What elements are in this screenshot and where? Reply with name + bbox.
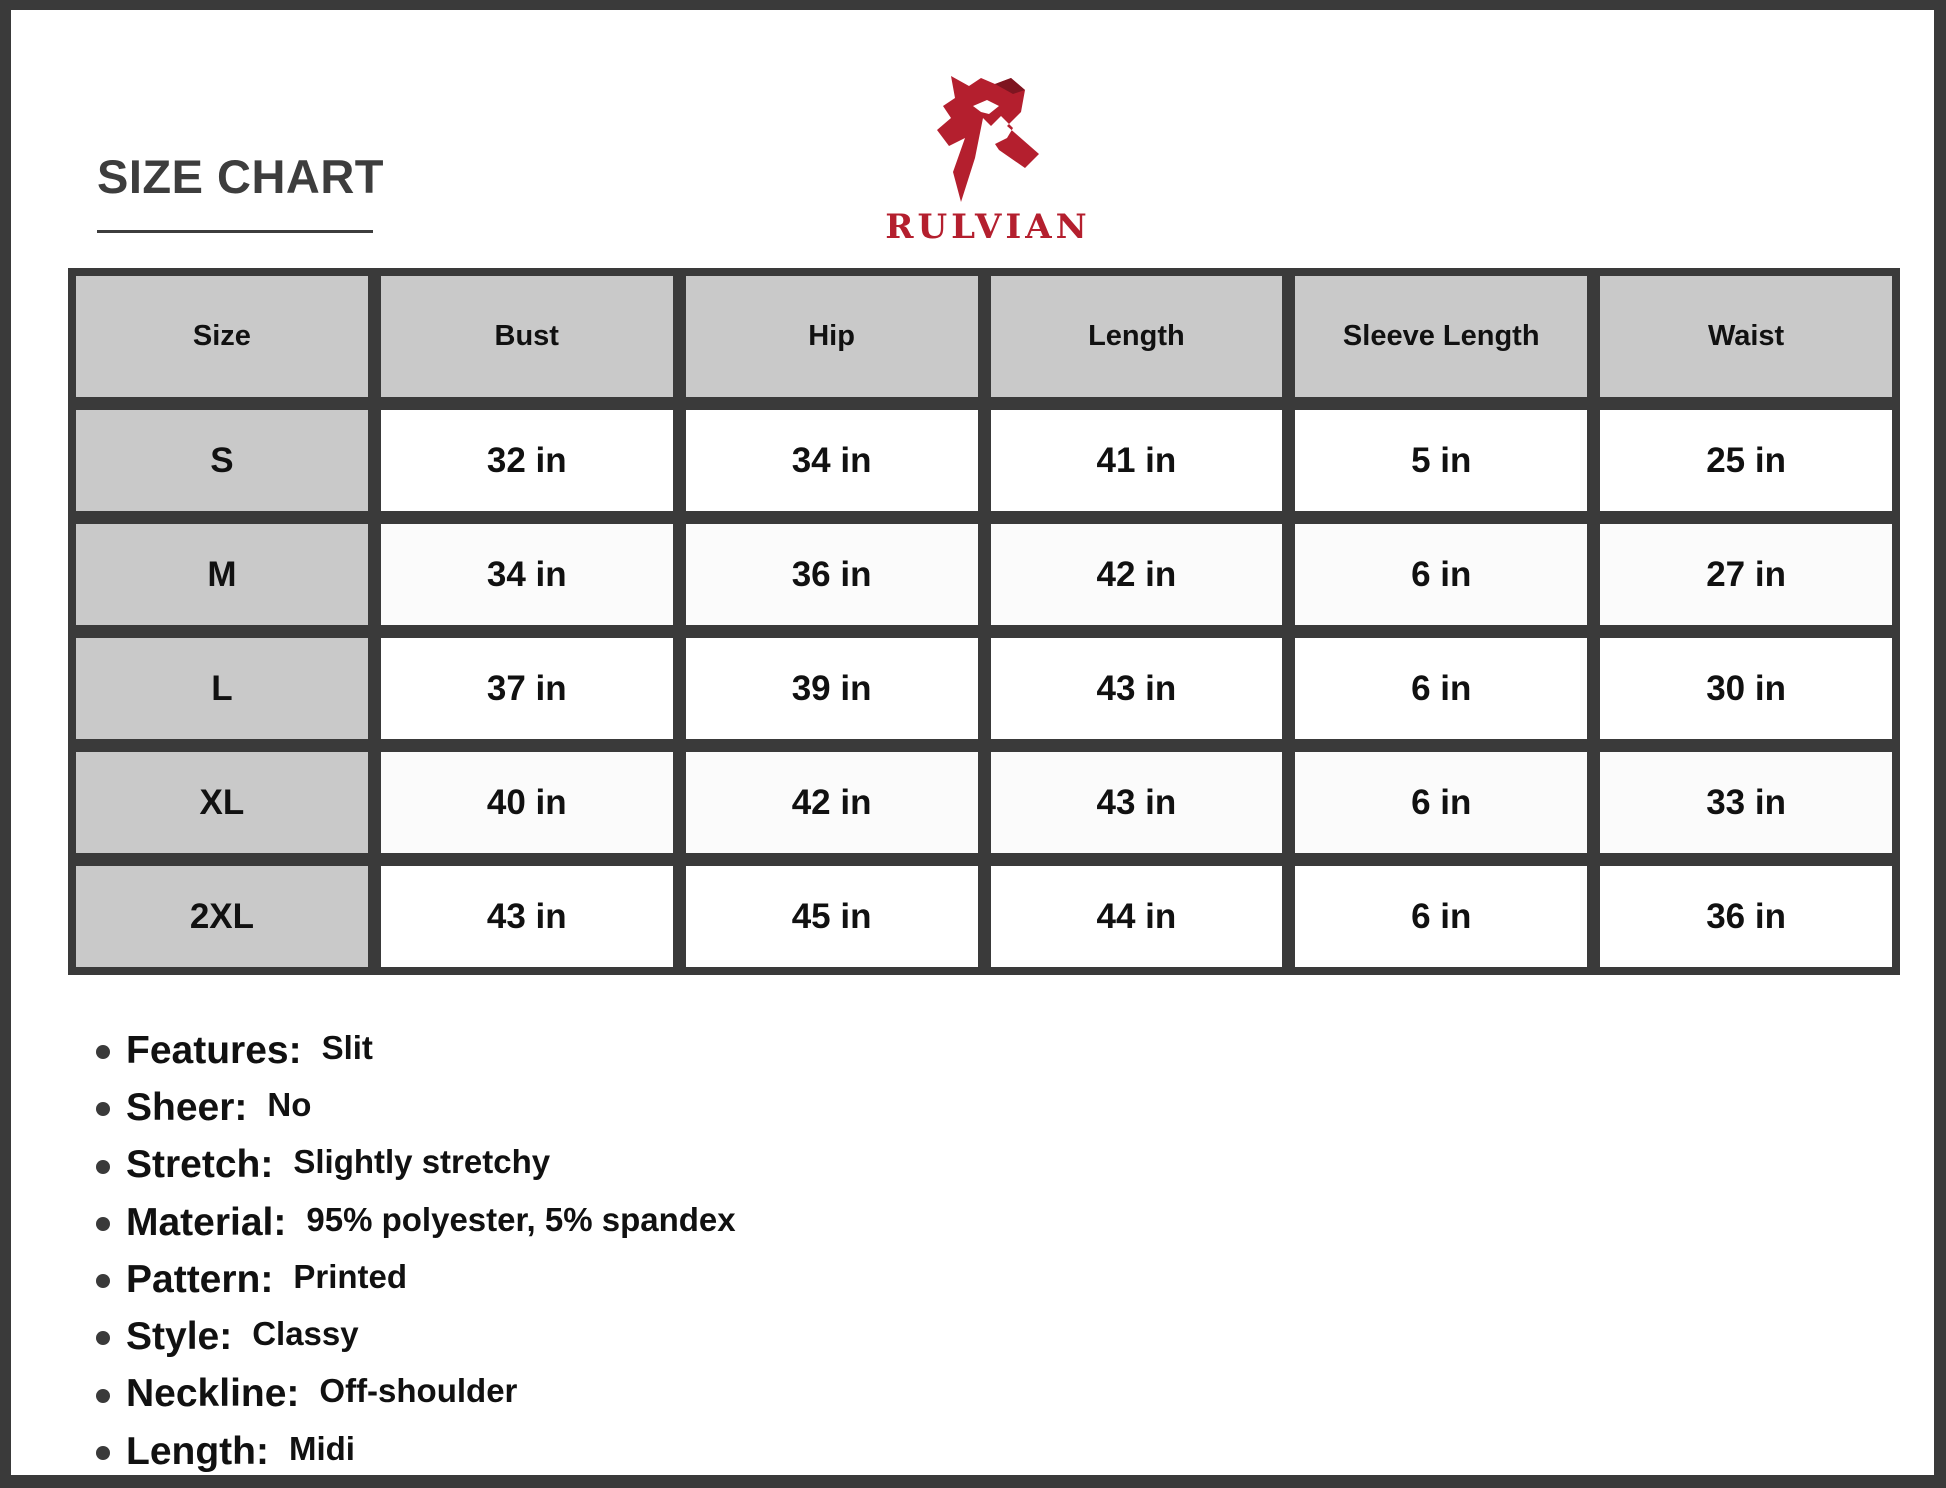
table-header-cell: Bust — [381, 276, 673, 397]
page-title: SIZE CHART — [97, 150, 384, 203]
size-label-cell: L — [76, 638, 368, 739]
measurement-cell: 43 in — [991, 638, 1283, 739]
bullet-icon — [96, 1331, 110, 1345]
table-header-cell: Waist — [1600, 276, 1892, 397]
spec-item — [95, 1423, 736, 1480]
measurement-cell: 27 in — [1600, 524, 1892, 625]
product-specs-list — [95, 1022, 736, 1480]
measurement-cell: 32 in — [381, 410, 673, 511]
measurement-cell: 39 in — [686, 638, 978, 739]
spec-item — [95, 1194, 736, 1251]
brand-name: RULVIAN — [885, 207, 1091, 247]
measurement-cell: 5 in — [1295, 410, 1587, 511]
spec-item — [95, 1308, 736, 1365]
measurement-cell: 45 in — [686, 866, 978, 967]
spec-label: Sheer: — [126, 1085, 248, 1129]
measurement-cell: 36 in — [686, 524, 978, 625]
bullet-icon — [96, 1274, 110, 1288]
measurement-cell: 30 in — [1600, 638, 1892, 739]
measurement-cell: 34 in — [686, 410, 978, 511]
bullet-icon — [96, 1389, 110, 1403]
size-chart-table — [68, 268, 1900, 975]
measurement-cell: 6 in — [1295, 752, 1587, 853]
spec-label: Style: — [126, 1315, 233, 1359]
spec-label: Material: — [126, 1200, 287, 1244]
spec-item — [95, 1079, 736, 1136]
spec-value: Slit — [321, 1028, 373, 1066]
spec-item — [95, 1022, 736, 1079]
size-label-cell: M — [76, 524, 368, 625]
bullet-icon — [96, 1102, 110, 1116]
measurement-cell: 36 in — [1600, 866, 1892, 967]
measurement-cell: 6 in — [1295, 866, 1587, 967]
rulvian-r-monogram-icon — [929, 72, 1047, 202]
measurement-cell: 43 in — [991, 752, 1283, 853]
measurement-cell: 6 in — [1295, 524, 1587, 625]
spec-label: Length: — [126, 1429, 269, 1473]
measurement-cell: 37 in — [381, 638, 673, 739]
measurement-cell: 42 in — [686, 752, 978, 853]
spec-item — [95, 1251, 736, 1308]
spec-value: No — [267, 1085, 312, 1123]
bullet-icon — [96, 1217, 110, 1231]
measurement-cell: 33 in — [1600, 752, 1892, 853]
spec-item — [95, 1137, 736, 1194]
spec-item — [95, 1366, 736, 1423]
measurement-cell: 40 in — [381, 752, 673, 853]
brand-logo — [873, 72, 1103, 250]
measurement-cell: 25 in — [1600, 410, 1892, 511]
spec-value: Printed — [293, 1257, 408, 1295]
measurement-cell: 6 in — [1295, 638, 1587, 739]
title-underline — [97, 230, 373, 233]
spec-label: Features: — [126, 1028, 302, 1072]
bullet-icon — [96, 1446, 110, 1460]
spec-label: Neckline: — [126, 1372, 300, 1416]
measurement-cell: 44 in — [991, 866, 1283, 967]
measurement-cell: 34 in — [381, 524, 673, 625]
spec-label: Pattern: — [126, 1257, 274, 1301]
size-label-cell: S — [76, 410, 368, 511]
spec-value: Slightly stretchy — [293, 1143, 551, 1181]
spec-value: Midi — [288, 1429, 355, 1467]
size-label-cell: 2XL — [76, 866, 368, 967]
spec-value: Off-shoulder — [319, 1372, 518, 1410]
spec-value: Classy — [252, 1315, 359, 1353]
table-header-cell: Hip — [686, 276, 978, 397]
table-header-cell: Size — [76, 276, 368, 397]
table-header-cell: Length — [991, 276, 1283, 397]
spec-label: Stretch: — [126, 1143, 274, 1187]
table-header-cell: Sleeve Length — [1295, 276, 1587, 397]
bullet-icon — [96, 1045, 110, 1059]
bullet-icon — [96, 1160, 110, 1174]
measurement-cell: 42 in — [991, 524, 1283, 625]
size-label-cell: XL — [76, 752, 368, 853]
measurement-cell: 43 in — [381, 866, 673, 967]
measurement-cell: 41 in — [991, 410, 1283, 511]
spec-value: 95% polyester, 5% spandex — [306, 1200, 736, 1238]
